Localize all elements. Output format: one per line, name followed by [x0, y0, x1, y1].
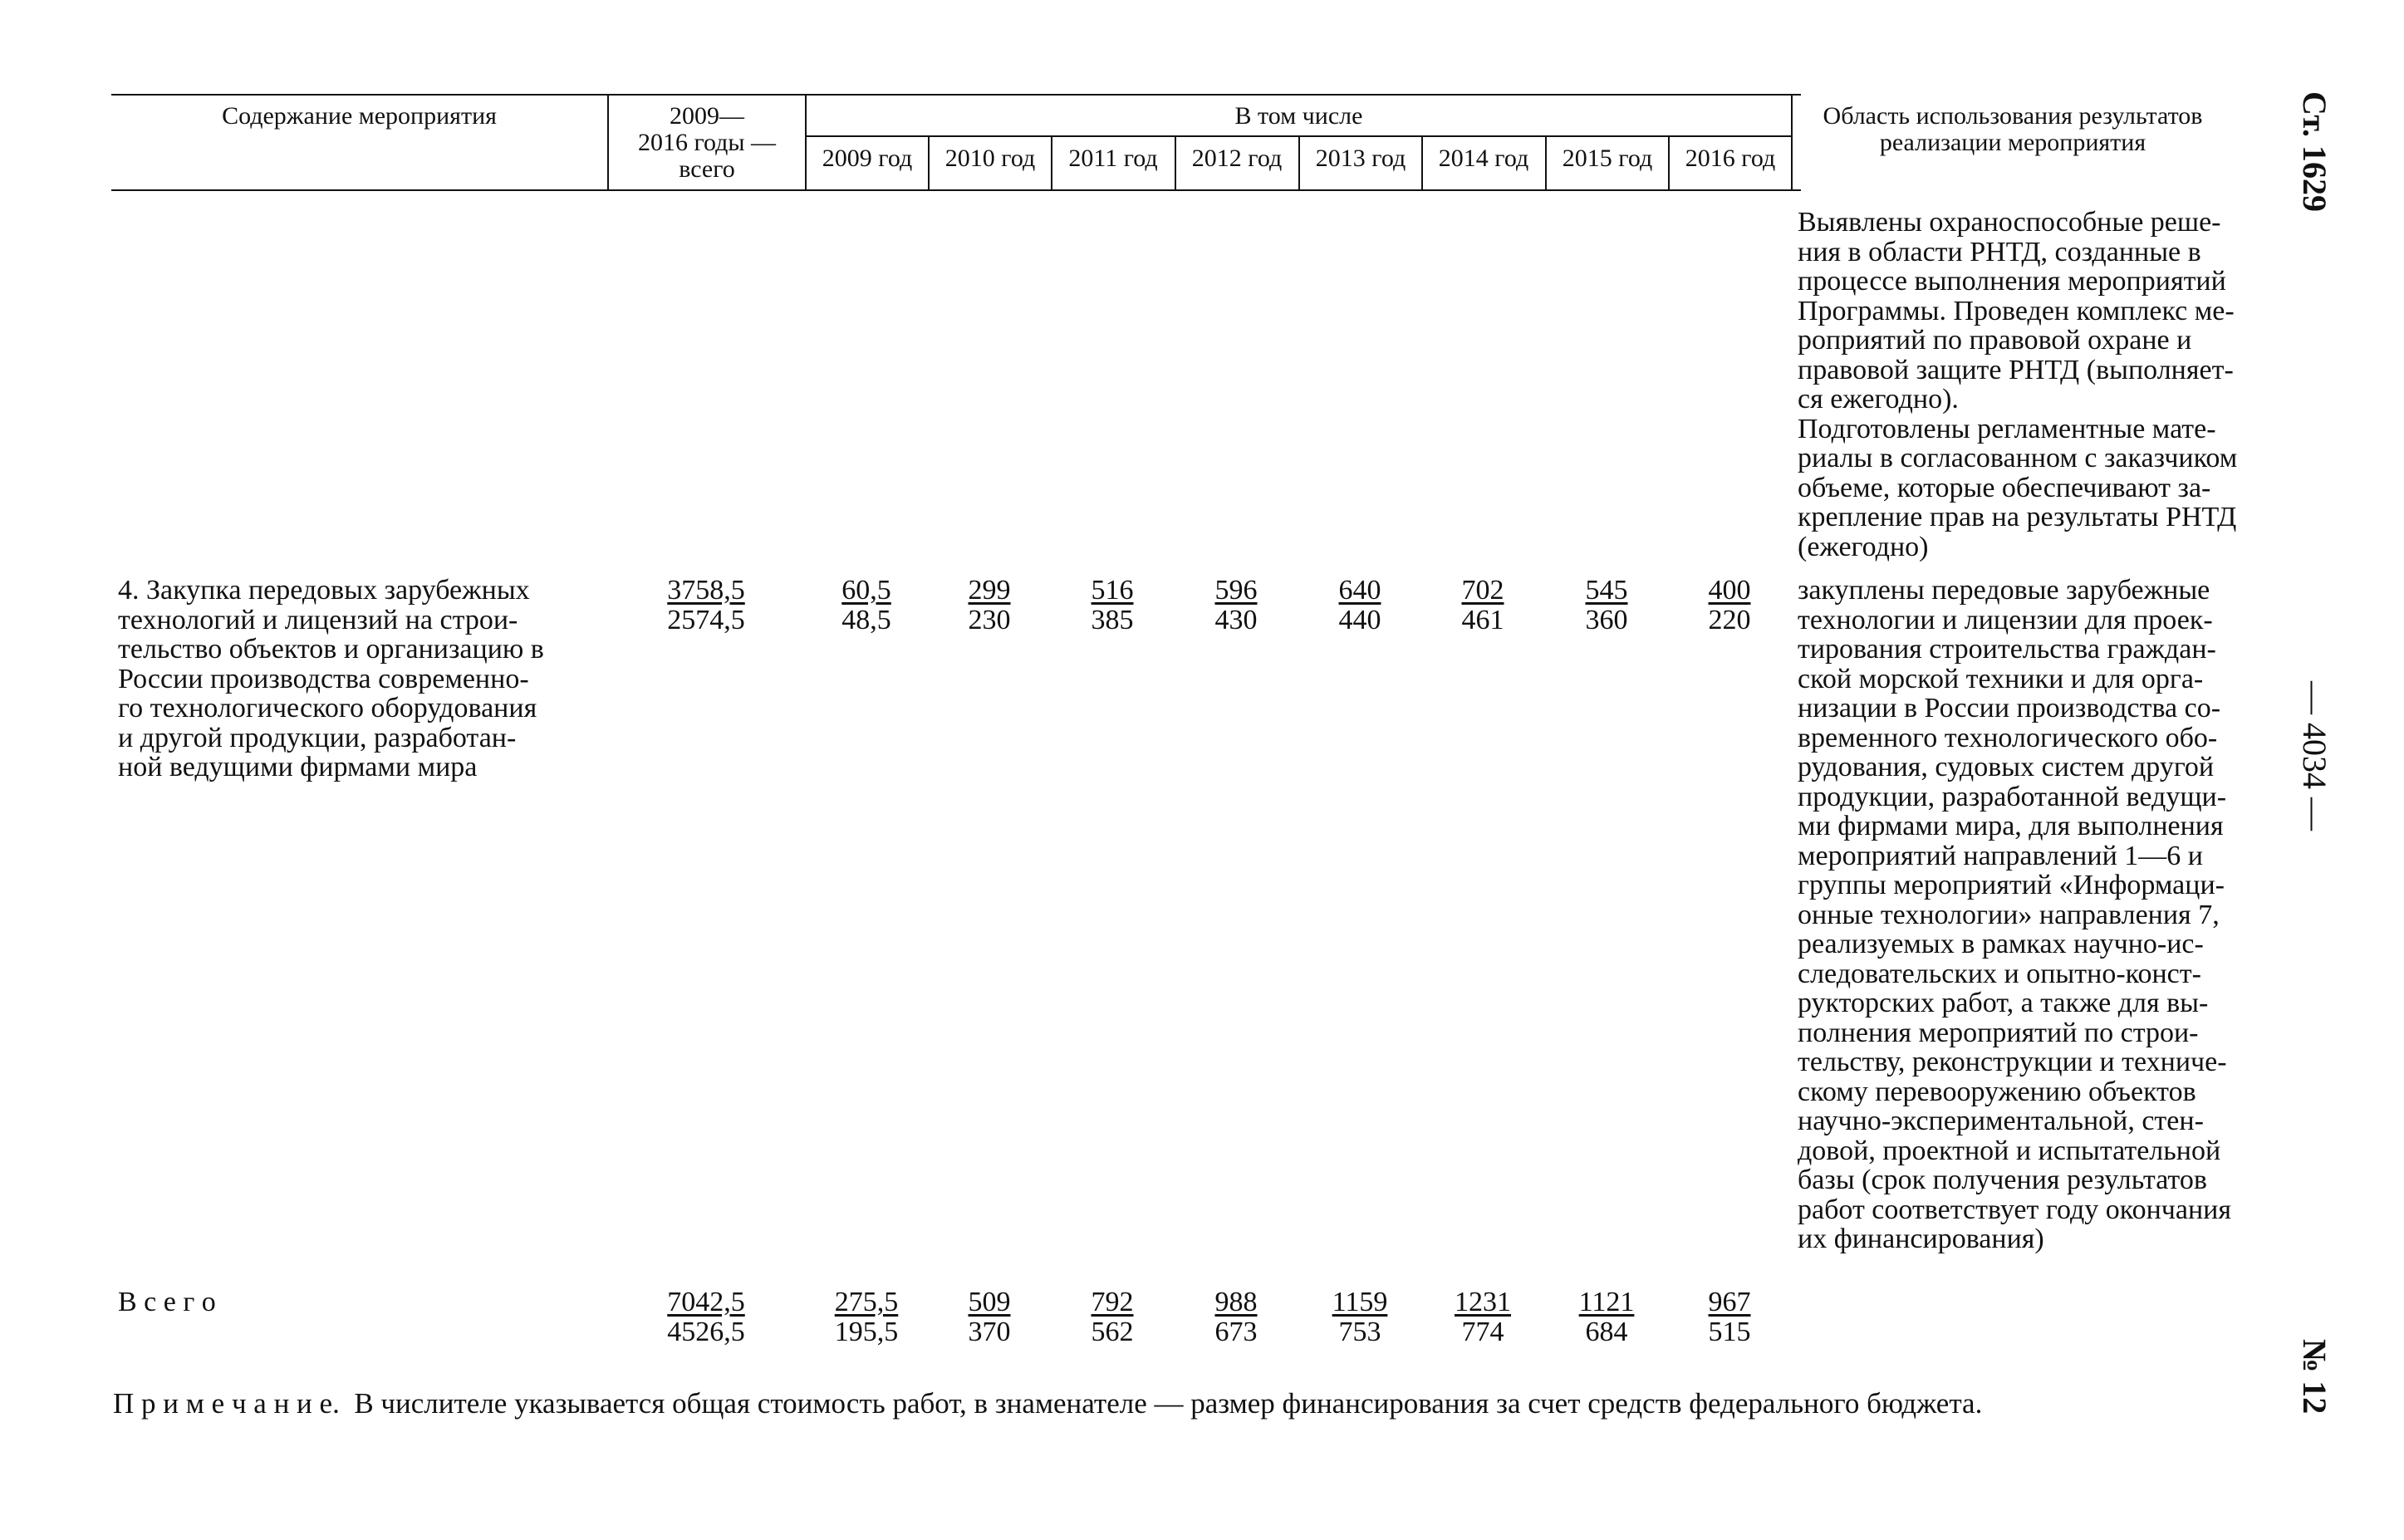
row4-year-value	[1553, 576, 1661, 635]
header-year: 2012 год	[1191, 145, 1283, 172]
row4-year-value	[1182, 576, 1290, 635]
total-row-year-value	[935, 1287, 1043, 1347]
header-total-line3: всего	[679, 155, 735, 183]
row4-content	[118, 576, 591, 782]
table-header-bottom-rule	[111, 189, 1801, 191]
total-row-label: В с е г о	[118, 1287, 216, 1317]
denominator: 515	[1708, 1317, 1751, 1347]
header-year: 2011 год	[1068, 145, 1158, 172]
denominator: 385	[1091, 605, 1134, 635]
numerator: 702	[1461, 575, 1504, 606]
numerator: 400	[1708, 575, 1751, 606]
header-year: 2013 год	[1315, 145, 1406, 172]
text-line: тельство объектов и организацию в	[118, 634, 544, 665]
total-row-year-value	[1058, 1287, 1166, 1347]
row4-year-value	[812, 576, 920, 635]
text-line: рукторских работ, а также для вы-	[1798, 988, 2209, 1018]
text-line: временного технологического обо-	[1798, 722, 2218, 753]
text-line: работ соответствует году окончания	[1798, 1194, 2231, 1225]
table-top-rule	[111, 94, 1801, 96]
text-line: базы (срок получения результатов	[1798, 1165, 2207, 1195]
header-total-line2: 2016 годы —	[637, 129, 777, 156]
row4-result	[1798, 576, 2274, 1254]
continued-result-text	[1798, 208, 2274, 562]
row4-year-value	[1675, 576, 1783, 635]
text-line: следовательских и опытно-конст-	[1798, 958, 2201, 989]
denominator: 48,5	[841, 605, 891, 635]
header-total	[609, 103, 805, 183]
numerator: 545	[1585, 575, 1628, 606]
note-label: П р и м е ч а н и е.	[113, 1387, 340, 1420]
note-text: В числителе указывается общая стоимость работ, в знаменателе — размер финансирования за счет средств федерального бюджета.	[354, 1387, 1983, 1420]
header-year: 2015 год	[1562, 145, 1653, 172]
text-line: России производства современно-	[118, 663, 529, 694]
numerator: 792	[1091, 1287, 1134, 1317]
article-number: Ст. 1629	[2296, 91, 2333, 212]
text-line: тирования строительства граждан-	[1798, 634, 2216, 665]
text-line: Выявлены охраноспособные реше-	[1798, 207, 2221, 238]
header-result	[1793, 103, 2233, 156]
numerator: 275,5	[834, 1287, 899, 1317]
text-line: го технологического оборудования	[118, 693, 537, 723]
text-line: закуплены передовые зарубежные	[1798, 575, 2210, 606]
text-line: 4. Закупка передовых зарубежных	[118, 575, 530, 606]
total-row-year-value	[1675, 1287, 1783, 1347]
text-line: реализуемых в рамках научно-ис-	[1798, 929, 2204, 959]
text-line: продукции, разработанной ведущи-	[1798, 781, 2227, 812]
text-line: и другой продукции, разработан-	[118, 722, 517, 753]
denominator: 2574,5	[667, 605, 745, 635]
text-line: онные технологии» направления 7,	[1798, 899, 2220, 930]
text-line: роприятий по правовой охране и	[1798, 325, 2192, 356]
text-line: скому перевооружению объектов	[1798, 1076, 2196, 1107]
total-row-year-value	[1182, 1287, 1290, 1347]
text-line: низации в России производства со-	[1798, 693, 2221, 723]
text-line: ми фирмами мира, для выполнения	[1798, 811, 2224, 841]
page-number: — 4034 —	[2296, 681, 2333, 831]
text-line: технологий и лицензий на строи-	[118, 604, 518, 635]
total-row-year-value	[1429, 1287, 1537, 1347]
numerator: 967	[1708, 1287, 1751, 1317]
text-line: рудования, судовых систем другой	[1798, 752, 2215, 782]
numerator: 299	[968, 575, 1011, 606]
numerator: 509	[968, 1287, 1011, 1317]
header-year: 2009 год	[822, 145, 913, 172]
denominator: 4526,5	[667, 1317, 745, 1347]
row4-year-value	[1058, 576, 1166, 635]
total-row-total-value	[635, 1287, 777, 1347]
denominator: 461	[1461, 605, 1504, 635]
text-line: процессе выполнения мероприятий	[1798, 266, 2226, 297]
header-result-line2: реализации мероприятия	[1879, 129, 2146, 156]
numerator: 60,5	[841, 575, 891, 606]
denominator: 360	[1585, 605, 1628, 635]
header-year: 2016 год	[1685, 145, 1776, 172]
header-year: 2010 год	[944, 145, 1036, 172]
row4-total-value	[635, 576, 777, 635]
denominator: 562	[1091, 1317, 1134, 1347]
denominator: 753	[1338, 1317, 1381, 1347]
total-row-year-value	[1553, 1287, 1661, 1347]
header-including: В том числе	[1234, 102, 1363, 130]
text-line: их финансирования)	[1798, 1224, 2044, 1254]
row4-year-value	[1306, 576, 1414, 635]
text-line: технологии и лицензии для проек-	[1798, 604, 2213, 635]
numerator: 596	[1214, 575, 1258, 606]
text-line: ской морской техники и для орга-	[1798, 663, 2204, 694]
text-line: полнения мероприятий по строи-	[1798, 1017, 2199, 1048]
text-line: тельству, реконструкции и техниче-	[1798, 1047, 2227, 1077]
numerator: 7042,5	[667, 1287, 745, 1317]
text-line: ния в области РНТД, созданные в	[1798, 236, 2201, 267]
table-note	[113, 1389, 2276, 1419]
numerator: 1231	[1455, 1287, 1511, 1317]
row4-year-value	[1429, 576, 1537, 635]
text-line: мероприятий направлений 1—6 и	[1798, 840, 2203, 871]
header-year: 2014 год	[1438, 145, 1529, 172]
header-content: Содержание мероприятия	[222, 102, 497, 130]
text-line: Программы. Проведен комплекс ме-	[1798, 295, 2235, 326]
text-line: крепление прав на результаты РНТД	[1798, 502, 2237, 532]
row4-year-value	[935, 576, 1043, 635]
text-line: объеме, которые обеспечивают за-	[1798, 472, 2211, 503]
denominator: 440	[1338, 605, 1381, 635]
header-total-line1: 2009—	[670, 102, 744, 130]
text-line: (ежегодно)	[1798, 531, 1929, 562]
numerator: 640	[1338, 575, 1381, 606]
denominator: 220	[1708, 605, 1751, 635]
text-line: Подготовлены регламентные мате-	[1798, 413, 2216, 444]
text-line: группы мероприятий «Информаци-	[1798, 870, 2225, 900]
text-line: риалы в согласованном с заказчиком	[1798, 443, 2238, 473]
denominator: 195,5	[834, 1317, 899, 1347]
numerator: 516	[1091, 575, 1134, 606]
denominator: 684	[1585, 1317, 1628, 1347]
text-line: научно-экспериментальной, стен-	[1798, 1106, 2204, 1136]
denominator: 230	[968, 605, 1011, 635]
total-row-year-value	[812, 1287, 920, 1347]
text-line: довой, проектной и испытательной	[1798, 1135, 2221, 1166]
numerator: 3758,5	[667, 575, 745, 606]
header-result-line1: Область использования результатов	[1823, 102, 2203, 130]
denominator: 774	[1461, 1317, 1504, 1347]
numerator: 1159	[1332, 1287, 1388, 1317]
text-line: ся ежегодно).	[1798, 384, 1959, 414]
denominator: 370	[968, 1317, 1011, 1347]
text-line: ной ведущими фирмами мира	[118, 752, 478, 782]
denominator: 673	[1214, 1317, 1258, 1347]
numerator: 988	[1214, 1287, 1258, 1317]
issue-number: № 12	[2296, 1339, 2333, 1415]
text-line: правовой защите РНТД (выполняет-	[1798, 354, 2234, 385]
total-row-year-value	[1306, 1287, 1414, 1347]
numerator: 1121	[1578, 1287, 1635, 1317]
denominator: 430	[1214, 605, 1258, 635]
